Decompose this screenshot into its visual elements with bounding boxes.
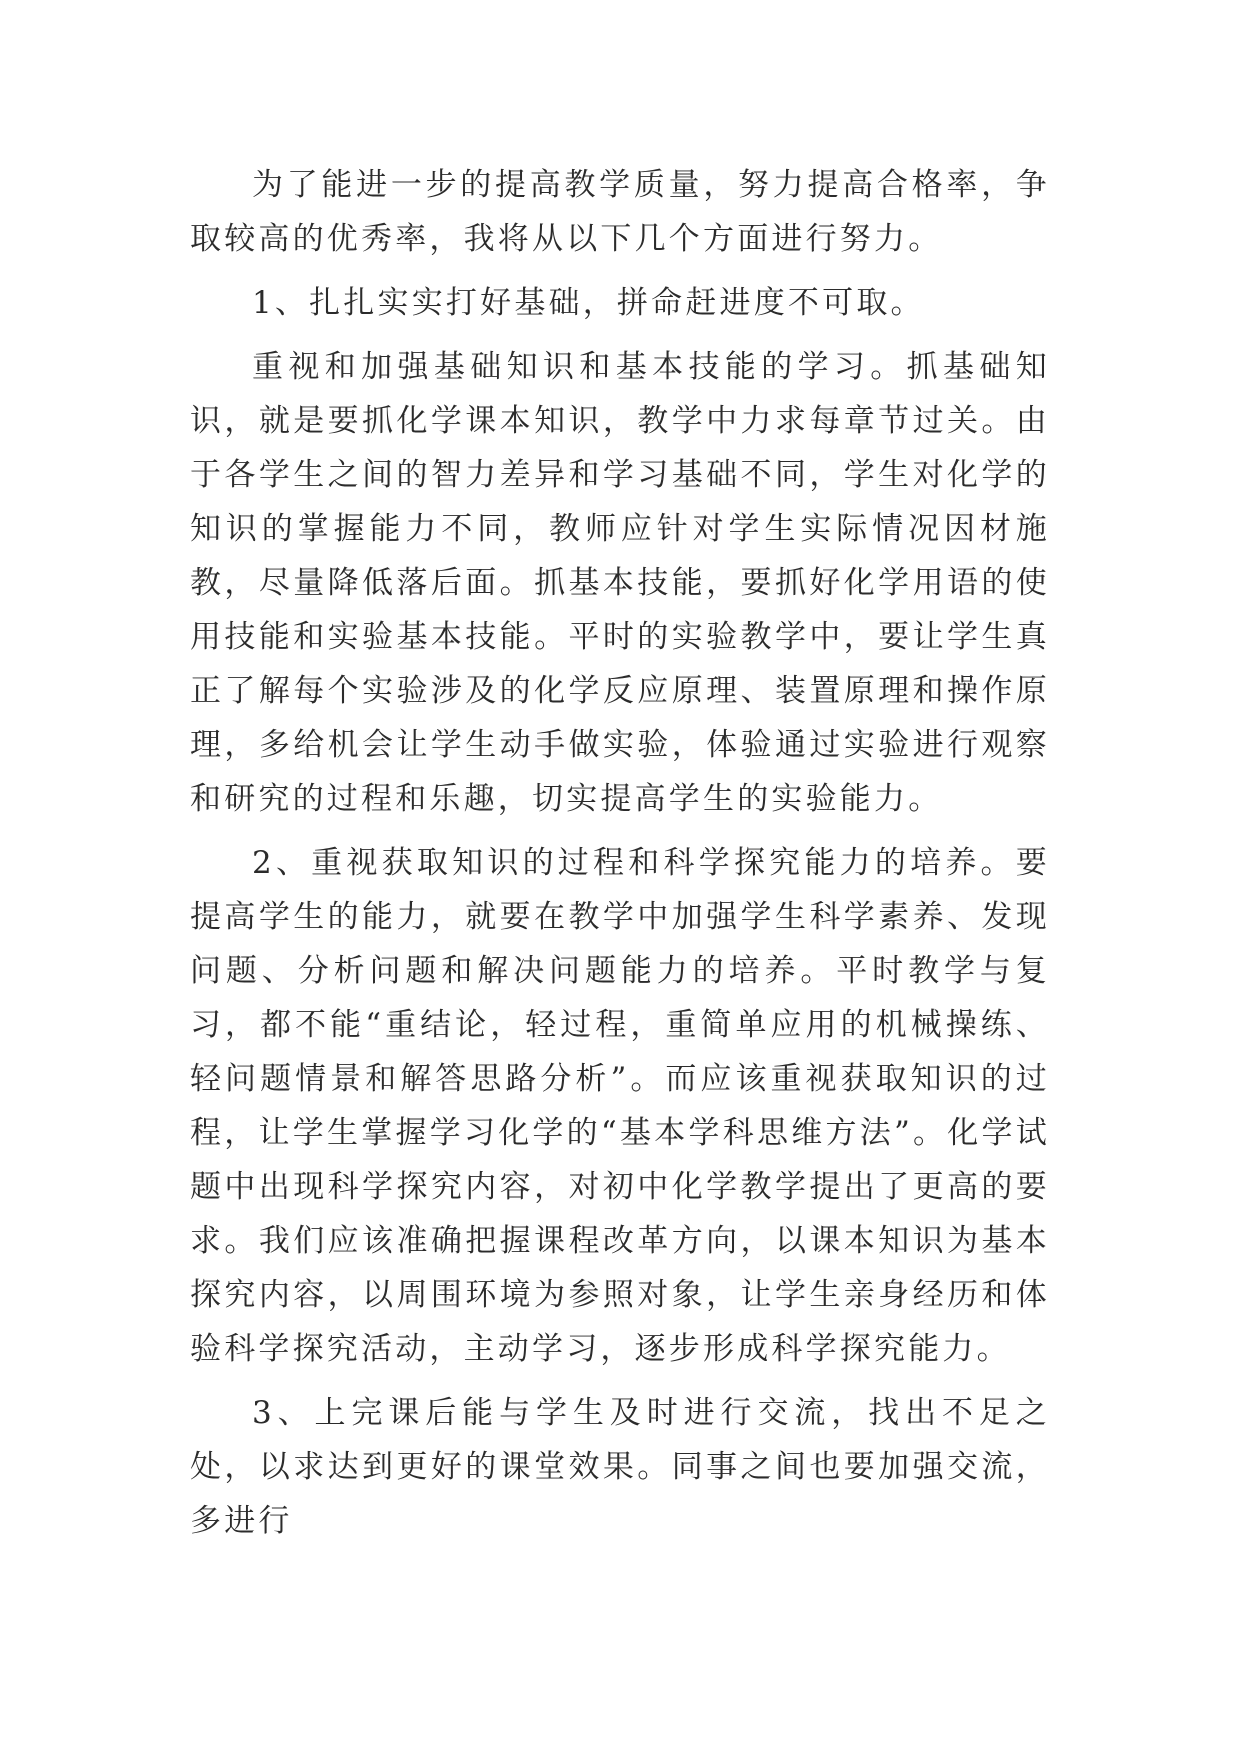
paragraph-point-2: 2、重视获取知识的过程和科学探究能力的培养。要提高学生的能力，就要在教学中加强学生科学素养、发现问题、分析问题和解决问题能力的培养。平时教学与复习，都不能“重结论，轻过程，重简单应用的机械操练、轻问题情景和解答思路分析”。而应该重视获取知识的过程，让学生掌握学习化学的“基本学科思维方法”。化学试题中出现科学探究内容，对初中化学教学提出了更高的要求。我们应该准确把握课程改革方向，以课本知识为基本探究内容，以周围环境为参照对象，让学生亲身经历和体验科学探究活动，主动学习，逐步形成科学探究能力。 (190, 845, 1050, 1367)
document-body (190, 158, 1050, 1548)
paragraph-intro: 为了能进一步的提高教学质量，努力提高合格率，争取较高的优秀率，我将从以下几个方面进行努力。 (190, 167, 1050, 257)
paragraph-point-3: 3、上完课后能与学生及时进行交流，找出不足之处，以求达到更好的课堂效果。同事之间也要加强交流，多进行 (190, 1395, 1050, 1539)
paragraph-point-1-body: 重视和加强基础知识和基本技能的学习。抓基础知识，就是要抓化学课本知识，教学中力求每章节过关。由于各学生之间的智力差异和学习基础不同，学生对化学的知识的掌握能力不同，教师应针对学生实际情况因材施教，尽量降低落后面。抓基本技能，要抓好化学用语的使用技能和实验基本技能。平时的实验教学中，要让学生真正了解每个实验涉及的化学反应原理、装置原理和操作原理，多给机会让学生动手做实验，体验通过实验进行观察和研究的过程和乐趣，切实提高学生的实验能力。 (190, 349, 1050, 817)
paragraph-point-1-heading: 1、扎扎实实打好基础，拼命赶进度不可取。 (252, 285, 925, 321)
